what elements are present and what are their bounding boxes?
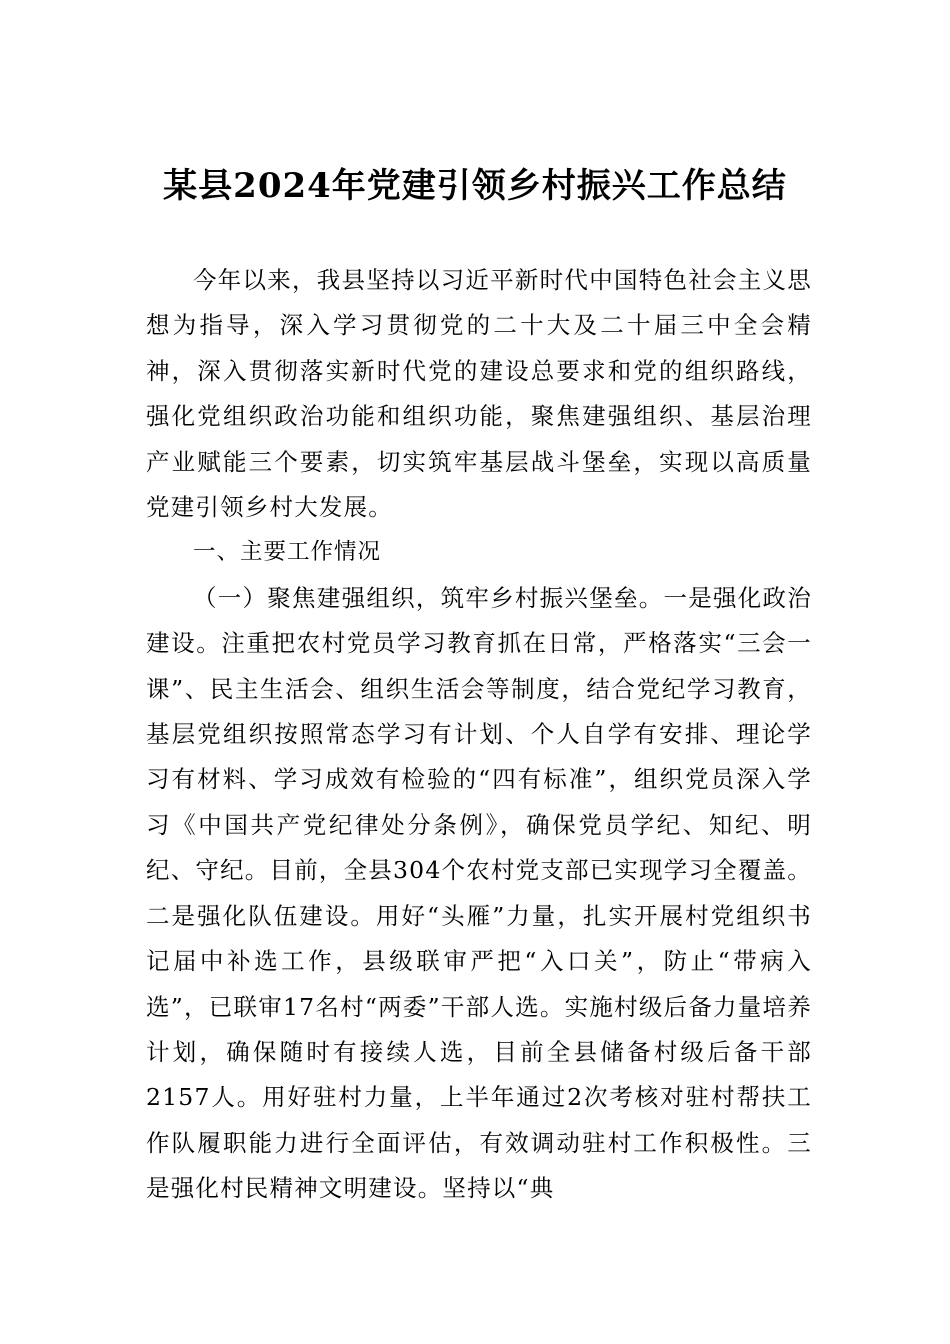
document-body	[146, 258, 812, 1212]
subsection-paragraph	[146, 576, 812, 1212]
section-heading: 一、主要工作情况	[193, 539, 382, 566]
document-title: 某县2024年党建引领乡村振兴工作总结	[163, 166, 787, 206]
subsection-heading: （一）聚焦建强组织，筑牢乡村振兴堡垒。	[193, 583, 664, 612]
subsection-body: 一是强化政治建设。注重把农村党员学习教育抓在日常，严格落实“三会一课”、民主生活会、组织生活会等制度，结合党纪学习教育，基层党组织按照常态学习有计划、个人自学有安排、理论学习有材料、学习成效有检验的“四有标准”，组织党员深入学习《中国共产党纪律处分条例》，确保党员学纪、知纪、明纪、守纪。目前，全县304个农村党支部已实现学习全覆盖。二是强化队伍建设。用好“头雁”力量，扎实开展村党组织书记届中补选工作，县级联审严把“入口关”，防止“带病入选”，已联审17名村“两委”干部人选。实施村级后备力量培养计划，确保随时有接续人选，目前全县储备村级后备干部2157人。用好驻村力量，上半年通过2次考核对驻村帮扶工作队履职能力进行全面评估，有效调动驻村工作积极性。三是强化村民精神文明建设。坚持以“典	[146, 583, 812, 1203]
intro-paragraph: 今年以来，我县坚持以习近平新时代中国特色社会主义思想为指导，深入学习贯彻党的二十大及二十届三中全会精神，深入贯彻落实新时代党的建设总要求和党的组织路线，强化党组织政治功能和组织功能，聚焦建强组织、基层治理产业赋能三个要素，切实筑牢基层战斗堡垒，实现以高质量党建引领乡村大发展。	[146, 266, 812, 522]
